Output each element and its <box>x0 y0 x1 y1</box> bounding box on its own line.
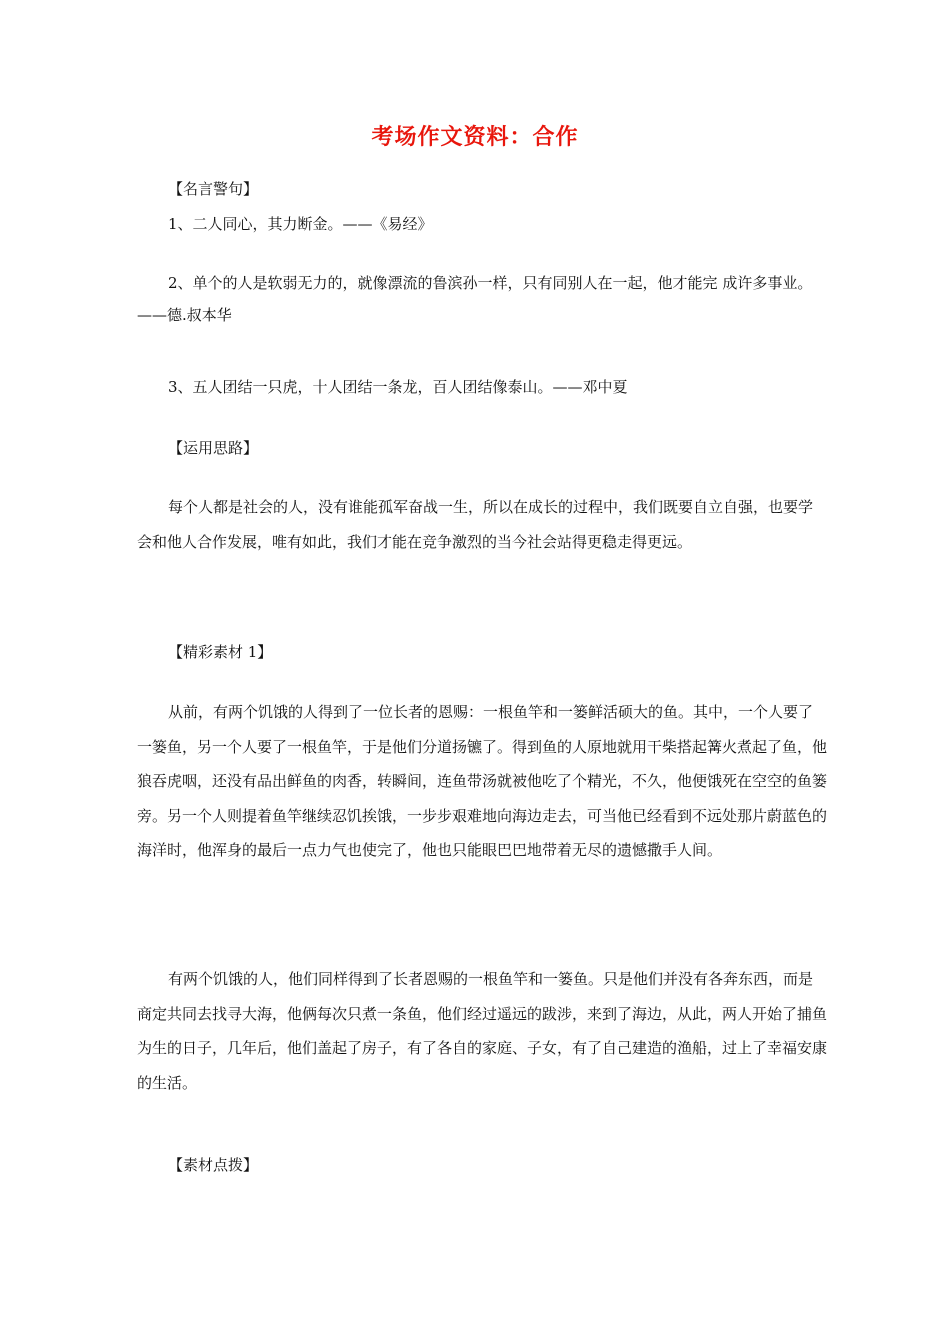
material-heading: 【精彩素材 1】 <box>168 643 273 661</box>
usage-paragraph: 每个人都是社会的人，没有谁能孤军奋战一生，所以在成长的过程中，我们既要自立自强，也要学会和他人合作发展，唯有如此，我们才能在竞争激烈的当今社会站得更稳走得更远。 <box>137 498 814 551</box>
material-paragraph-2: 有两个饥饿的人，他们同样得到了长者恩赐的一根鱼竿和一篓鱼。只是他们并没有各奔东西，而是商定共同去找寻大海，他俩每次只煮一条鱼，他们经过遥远的跋涉，来到了海边，从此，两人开始了捕鱼为生的日子，几年后，他们盖起了房子，有了各自的家庭、子女，有了自己建造的渔船，过上了幸福安康的生活。 <box>137 970 828 1092</box>
quote-1: 1、二人同心，其力断金。——《易经》 <box>168 215 433 233</box>
material-paragraph-1: 从前，有两个饥饿的人得到了一位长者的恩赐：一根鱼竿和一篓鲜活硕大的鱼。其中，一个人要了一篓鱼，另一个人要了一根鱼竿，于是他们分道扬镳了。得到鱼的人原地就用干柴搭起篝火煮起了鱼，他狼吞虎咽，还没有品出鲜鱼的肉香，转瞬间，连鱼带汤就被他吃了个精光，不久，他便饿死在空空的鱼篓旁。另一个人则提着鱼竿继续忍饥挨饿，一步步艰难地向海边走去，可当他已经看到不远处那片蔚蓝色的海洋时，他浑身的最后一点力气也使完了，他也只能眼巴巴地带着无尽的遗憾撒手人间。 <box>137 703 828 859</box>
usage-heading: 【运用思路】 <box>168 439 259 457</box>
quote-2: 2、单个的人是软弱无力的，就像漂流的鲁滨孙一样，只有同别人在一起，他才能完 成许多事业。——德.叔本华 <box>137 274 813 324</box>
quote-3: 3、五人团结一只虎，十人团结一条龙，百人团结像泰山。——邓中夏 <box>168 378 628 396</box>
document-title: 考场作文资料：合作 <box>371 124 579 150</box>
commentary-heading: 【素材点拨】 <box>168 1156 259 1174</box>
quotes-heading: 【名言警句】 <box>168 180 259 198</box>
